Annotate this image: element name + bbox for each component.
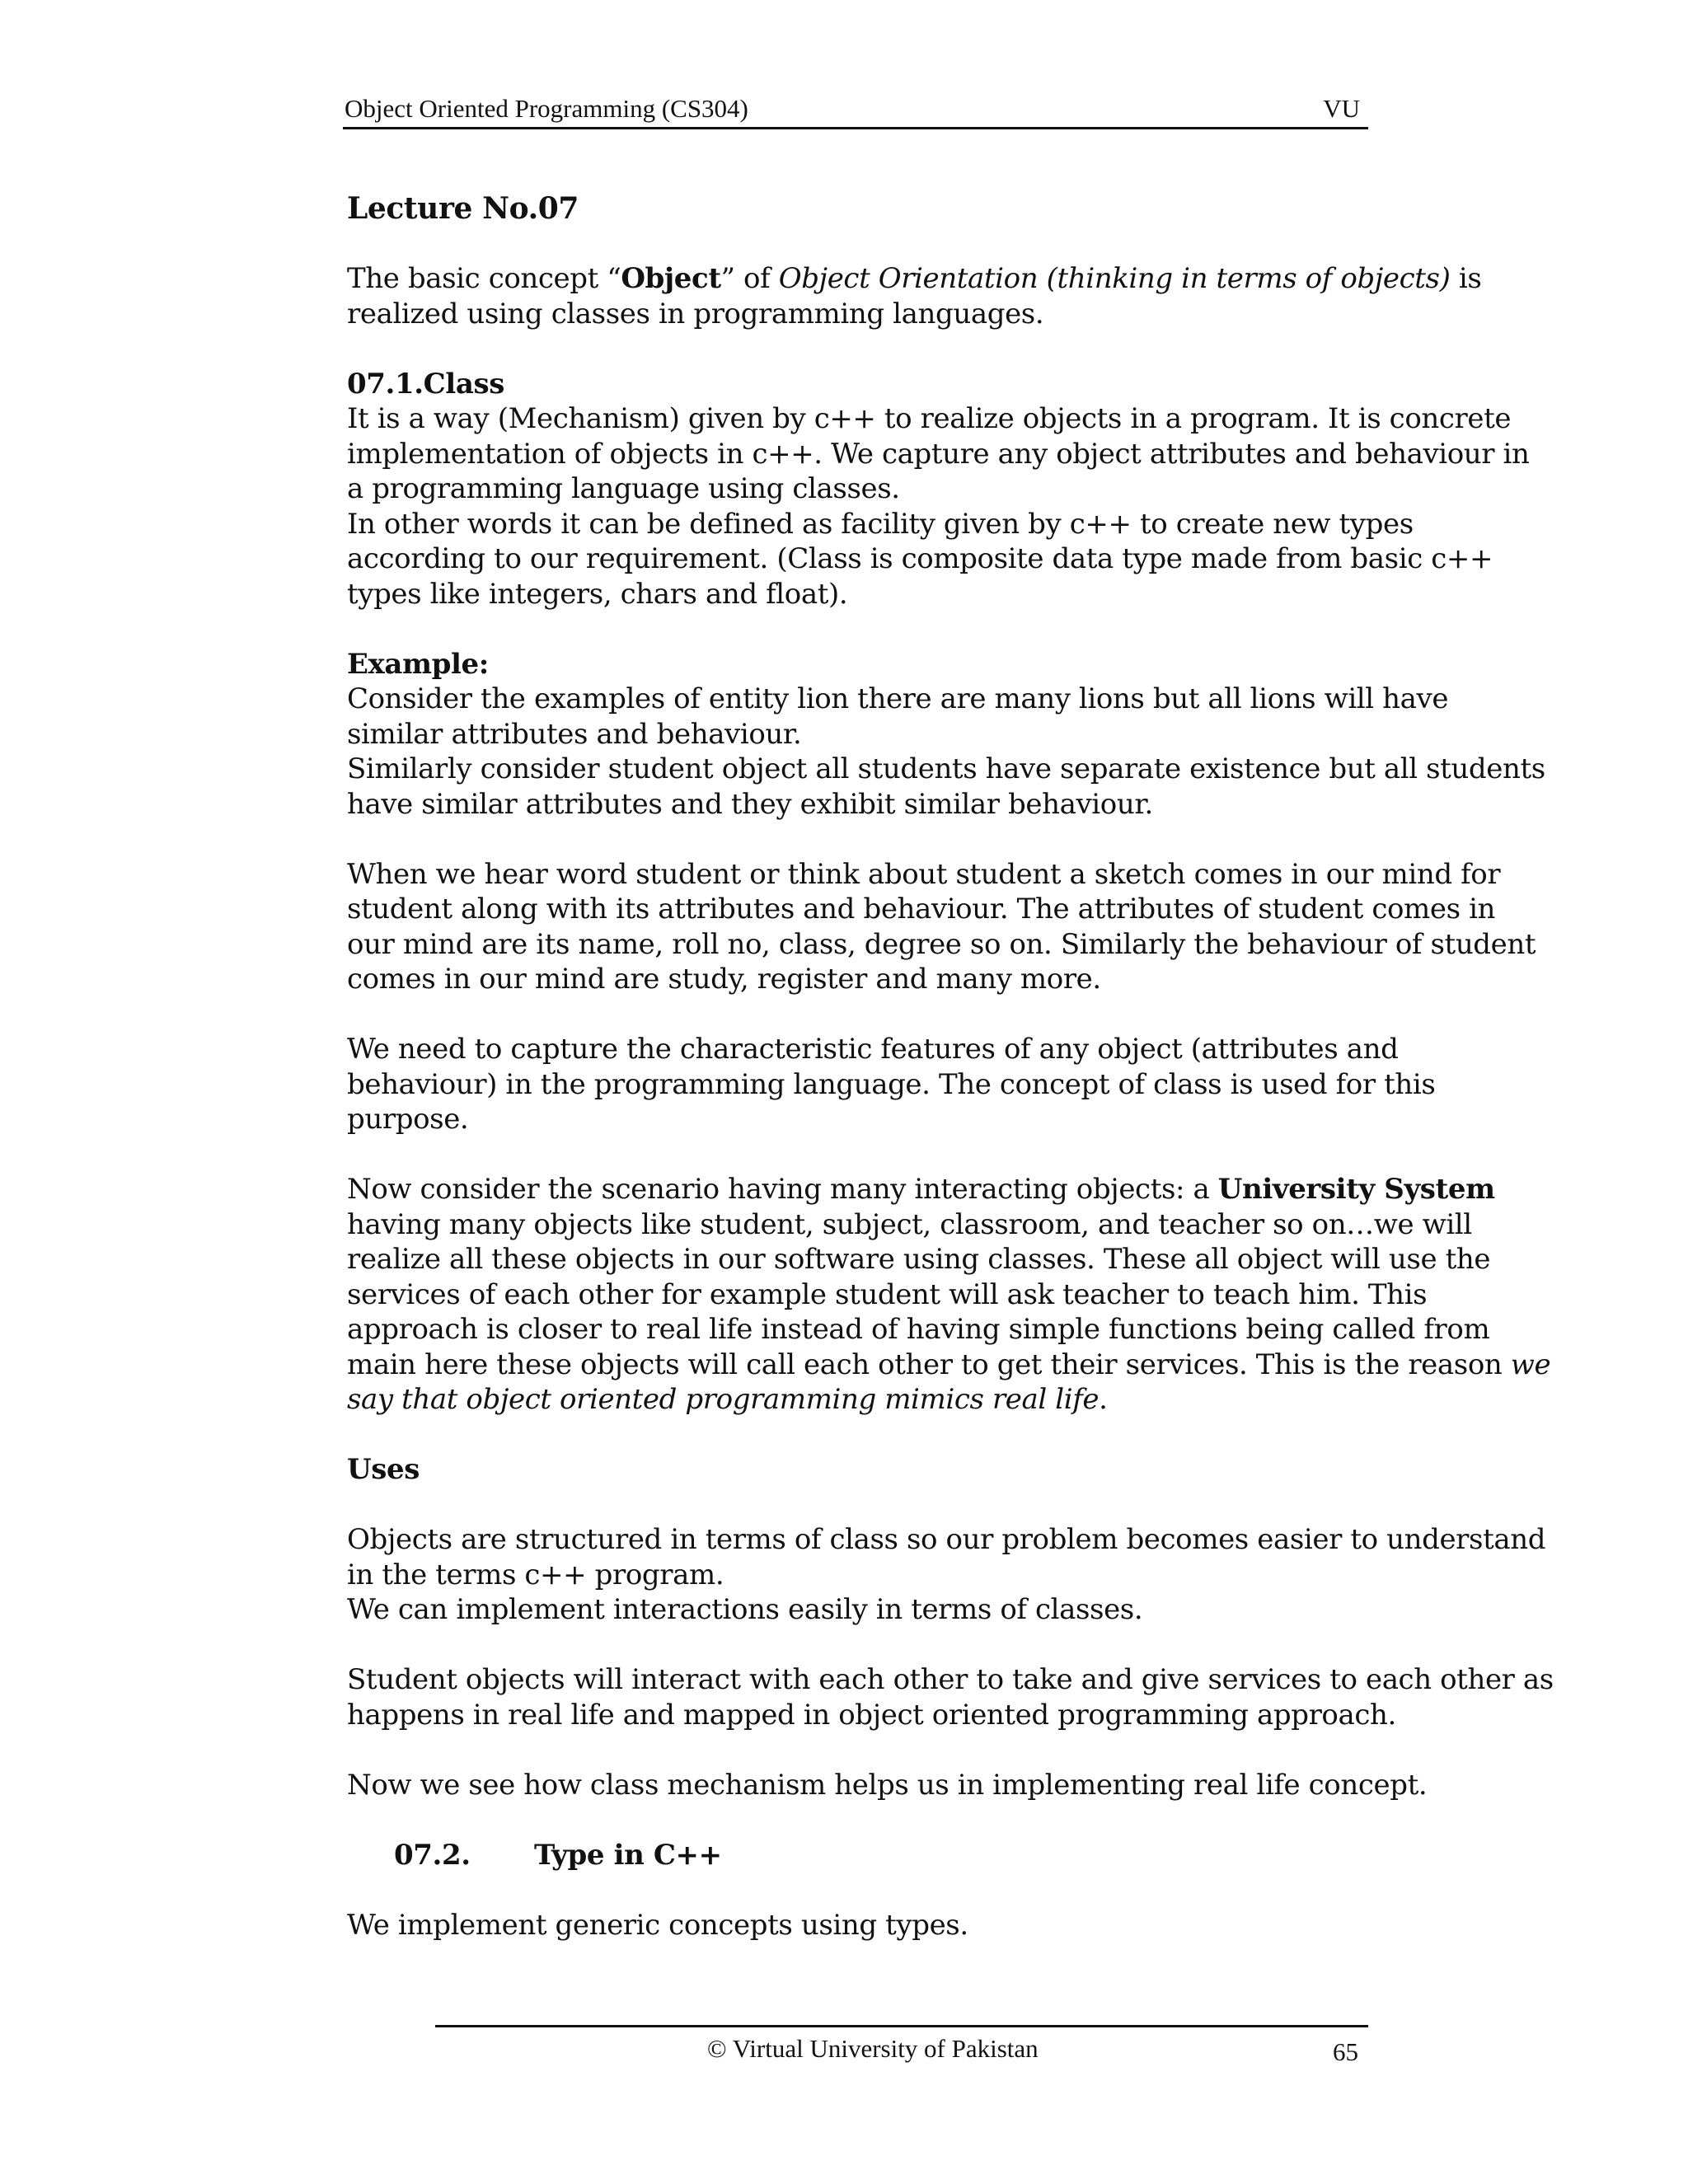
uses-line-6: Now we see how class mechanism helps us in implementing real life concept. [347,1768,1428,1802]
copyright-text: © Virtual University of Pakistan [707,2034,1039,2063]
course-title: Object Oriented Programming (CS304) [345,94,748,123]
uses-paragraph-1 [347,1522,1546,1628]
university-text-6a: main here these objects will call each other to get their services. This is the reason [347,1347,1511,1381]
capture-line-1: We need to capture the characteristic features of any object (attributes and [347,1033,1399,1066]
type-section-paragraph [347,1908,1418,1943]
university-text-7a: say that object oriented programming mimics real life [347,1383,1100,1416]
example-line-2: similar attributes and behaviour. [347,717,802,751]
class-section [347,367,1530,612]
example-line-4: have similar attributes and they exhibit similar behaviour. [347,787,1153,821]
type-section-text: We implement generic concepts using types. [347,1908,968,1942]
university-paragraph [347,1172,1551,1418]
intro-text-1: The basic concept “ [347,262,621,295]
intro-text-5: is [1450,262,1482,295]
university-text-7b: . [1099,1383,1108,1416]
university-line-6 [347,1347,1551,1383]
university-text-1a: Now consider the scenario having many interacting objects: a [347,1173,1218,1206]
lecture-title: Lecture No.07 [347,191,579,226]
example-section [347,647,1545,823]
document-body [347,191,1554,1943]
university-line-2: having many objects like student, subject, classroom, and teacher so on…we will [347,1207,1472,1241]
university-line-3: realize all these objects in our software using classes. These all object will use the [347,1243,1491,1276]
sketch-line-2: student along with its attributes and behaviour. The attributes of student comes in [347,893,1496,926]
page-footer [435,2025,1368,2066]
class-line-5: according to our requirement. (Class is composite data type made from basic c++ [347,542,1493,575]
class-line-2: implementation of objects in c++. We capture any object attributes and behaviour in [347,437,1530,471]
intro-line-1 [347,261,1482,297]
uses-line-3: We can implement interactions easily in terms of classes. [347,1593,1143,1626]
intro-object-orientation: Object Orientation (thinking in terms of objects) [778,262,1451,295]
class-line-4: In other words it can be defined as facility given by c++ to create new types [347,507,1414,541]
class-line-6: types like integers, chars and float). [347,577,848,611]
intro-text-3: ” of [720,262,779,295]
uses-line-1: Objects are structured in terms of class so our problem becomes easier to understand [347,1523,1546,1556]
uses-paragraph-2 [347,1662,1554,1732]
sketch-paragraph [347,857,1536,997]
page-number: 65 [1333,2037,1358,2066]
class-line-3: a programming language using classes. [347,472,900,505]
uses-line-2: in the terms c++ program. [347,1558,724,1591]
uses-line-4: Student objects will interact with each other to take and give services to each other as [347,1663,1554,1696]
capture-line-2: behaviour) in the programming language. The concept of class is used for this [347,1067,1436,1101]
example-title: Example: [347,647,489,681]
institution-abbrev: VU [1323,94,1360,123]
university-line-4: services of each other for example student will ask teacher to teach him. This [347,1277,1428,1311]
intro-line-2: realized using classes in programming languages. [347,297,1044,330]
sketch-line-3: our mind are its name, roll no, class, degree so on. Similarly the behaviour of student [347,927,1536,961]
university-text-6b: we [1510,1347,1551,1381]
university-line-1 [347,1172,1495,1207]
uses-paragraph-3 [347,1768,1428,1803]
university-line-5: approach is closer to real life instead of having simple functions being called from [347,1313,1490,1346]
class-section-title: 07.1.Class [347,367,504,401]
type-section-number: 07.2. [394,1838,471,1872]
capture-line-3: purpose. [347,1103,469,1136]
uses-title: Uses [347,1453,420,1486]
capture-paragraph [347,1032,1436,1137]
type-section-title: Type in C++ [534,1838,722,1872]
type-section-heading [347,1838,1418,1873]
sketch-line-1: When we hear word student or think about student a sketch comes in our mind for [347,857,1501,891]
page-header [343,86,1368,129]
intro-paragraph [347,261,1482,331]
uses-line-5: happens in real life and mapped in object oriented programming approach. [347,1698,1396,1732]
example-line-1: Consider the examples of entity lion there are many lions but all lions will have [347,682,1449,715]
example-line-3: Similarly consider student object all students have separate existence but all students [347,752,1545,785]
sketch-line-4: comes in our mind are study, register and many more. [347,963,1101,996]
class-line-1: It is a way (Mechanism) given by c++ to realize objects in a program. It is concrete [347,402,1512,435]
university-line-7 [347,1382,1418,1418]
intro-object-term: Object [621,262,721,295]
university-system-term: University System [1217,1173,1495,1206]
